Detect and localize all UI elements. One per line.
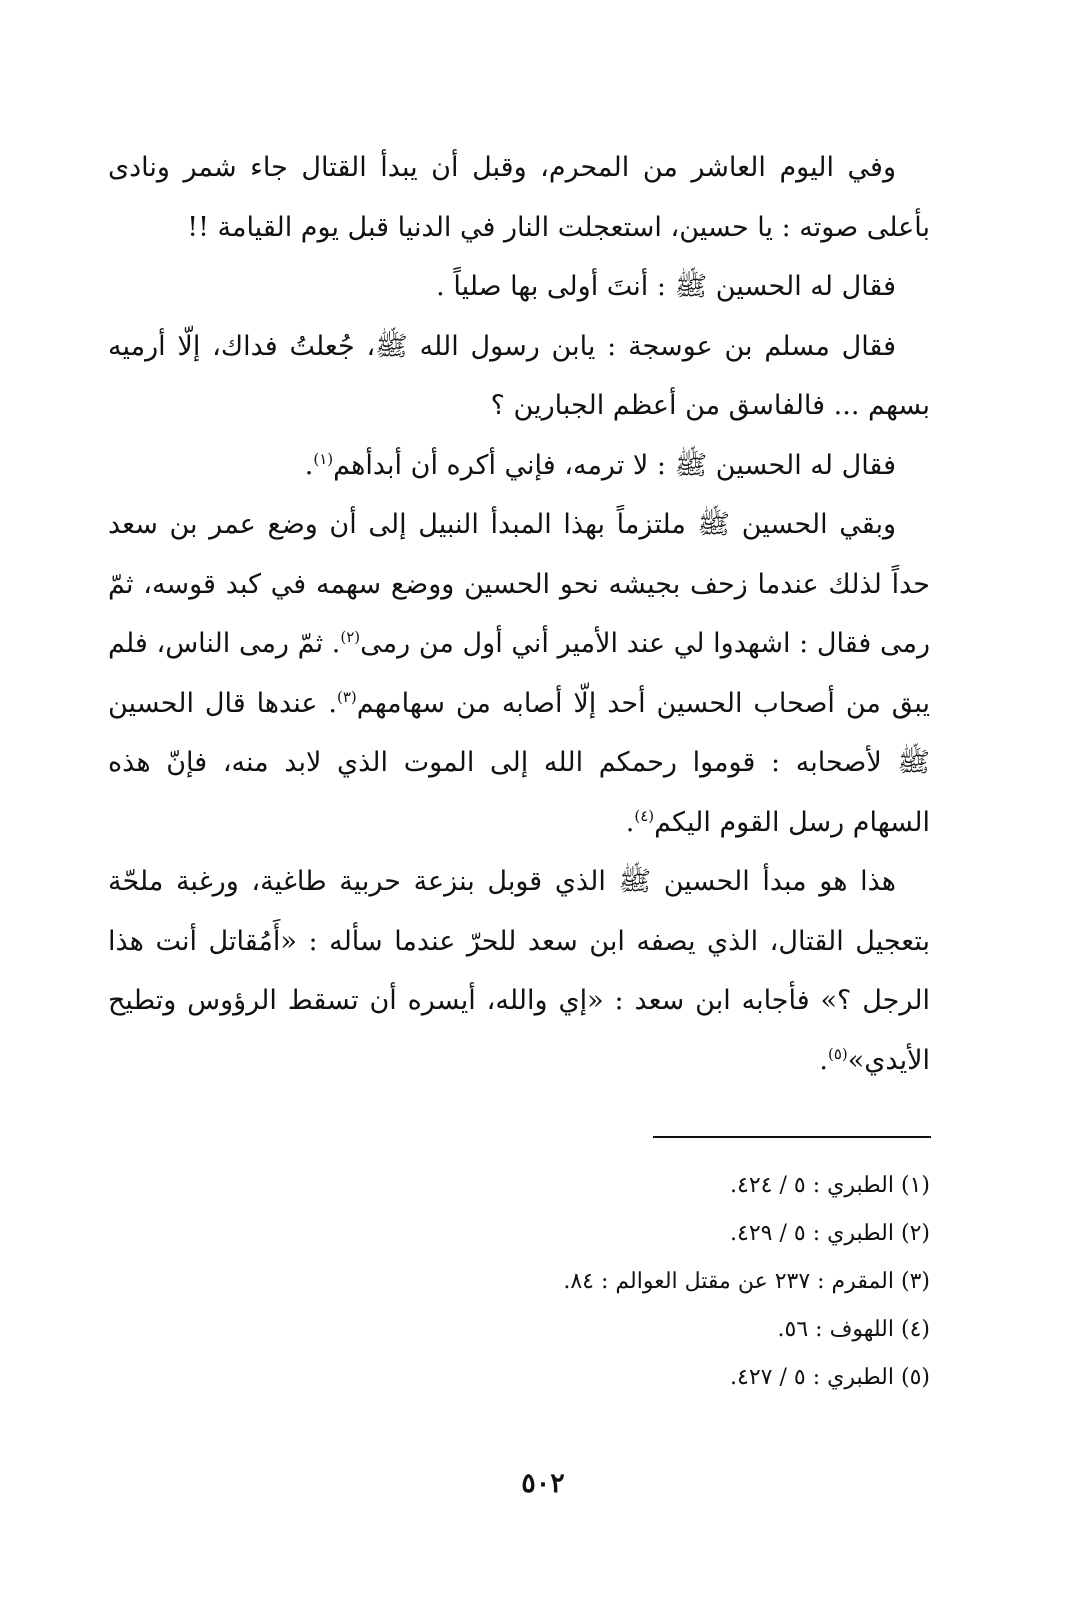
footnote-marker: (٥) bbox=[827, 1044, 848, 1063]
paragraph-text: فقال له الحسين ﷺ : لا ترمه، فإني أكره أن أبدأهم bbox=[333, 449, 896, 481]
footnotes bbox=[108, 1162, 930, 1402]
paragraph bbox=[108, 495, 930, 852]
footnote-text: اللهوف : ٥٦. bbox=[777, 1317, 894, 1342]
footnote bbox=[108, 1162, 930, 1210]
paragraph-text: . bbox=[304, 449, 314, 481]
paragraph-text: فقال مسلم بن عوسجة : يابن رسول الله ﷺ، جُعلتُ فداك، إلّا أرميه بسهم ... فالفاسق من أعظم الجبارين ؟ bbox=[108, 330, 930, 421]
paragraph bbox=[108, 436, 930, 496]
footnote-number: (٥) bbox=[900, 1365, 930, 1390]
paragraph-text: وبقي الحسين ﷺ ملتزماً بهذا المبدأ النبيل إلى أن وضع عمر بن سعد حداً لذلك عندما زحف بجيشه نحو الحسين ووضع سهمه في كبد قوسه، ثمّ رمى فقال : اشهدوا لي عند الأمير أني أول من رمى bbox=[108, 509, 930, 659]
footnote bbox=[108, 1258, 930, 1306]
footnote-marker: (١) bbox=[313, 449, 334, 468]
page-number: ٥٠٢ bbox=[521, 1468, 565, 1499]
footnote-text: الطبري : ٥ / ٤٢٧. bbox=[730, 1365, 894, 1390]
paragraph-text: . ثمّ رمى الناس، فلم يبق من أصحاب الحسين أحد إلّا أصابه من سهامهم bbox=[108, 628, 930, 719]
footnote-number: (٢) bbox=[900, 1221, 930, 1246]
footnote-text: المقرم : ٢٣٧ عن مقتل العوالم : ٨٤. bbox=[563, 1269, 894, 1294]
footnote-number: (٣) bbox=[900, 1269, 930, 1294]
footnote-marker: (٤) bbox=[634, 806, 655, 825]
footnote bbox=[108, 1306, 930, 1354]
footnote bbox=[108, 1354, 930, 1402]
paragraph bbox=[108, 257, 930, 317]
paragraph-text: فقال له الحسين ﷺ : أنتَ أولى بها صلياً . bbox=[436, 271, 896, 302]
footnote-marker: (٢) bbox=[340, 628, 361, 646]
main-text bbox=[108, 138, 930, 1090]
footnote-text: الطبري : ٥ / ٤٢٩. bbox=[730, 1221, 894, 1246]
footnote-number: (٤) bbox=[900, 1317, 930, 1342]
paragraph-text: هذا هو مبدأ الحسين ﷺ الذي قوبل بنزعة حربية طاغية، ورغبة ملحّة بتعجيل القتال، الذي يصفه ابن سعد للحرّ عندما سأله : «أَمُقاتل أنت هذا الرجل ؟» فأجابه ابن سعد : «إي والله، أيسره أن تسقط الرؤوس وتطيح الأيدي» bbox=[108, 866, 930, 1076]
paragraph-text: . bbox=[625, 806, 635, 838]
paragraph-text: . bbox=[819, 1044, 828, 1076]
footnote bbox=[108, 1210, 930, 1258]
footnote-divider bbox=[653, 1136, 931, 1138]
footnote-marker: (٣) bbox=[336, 687, 357, 706]
paragraph bbox=[108, 852, 930, 1090]
paragraph-text: . عندها قال الحسين ﷺ لأصحابه : قوموا رحمكم الله إلى الموت الذي لابد منه، فإنّ هذه السهام رسل القوم اليكم bbox=[108, 687, 930, 838]
paragraph-text: وفي اليوم العاشر من المحرم، وقبل أن يبدأ القتال جاء شمر ونادى بأعلى صوته : يا حسين، استعجلت النار في الدنيا قبل يوم القيامة !! bbox=[108, 152, 930, 243]
footnote-text: الطبري : ٥ / ٤٢٤. bbox=[730, 1173, 894, 1198]
paragraph bbox=[108, 138, 930, 257]
footnote-number: (١) bbox=[900, 1173, 930, 1198]
paragraph bbox=[108, 317, 930, 436]
